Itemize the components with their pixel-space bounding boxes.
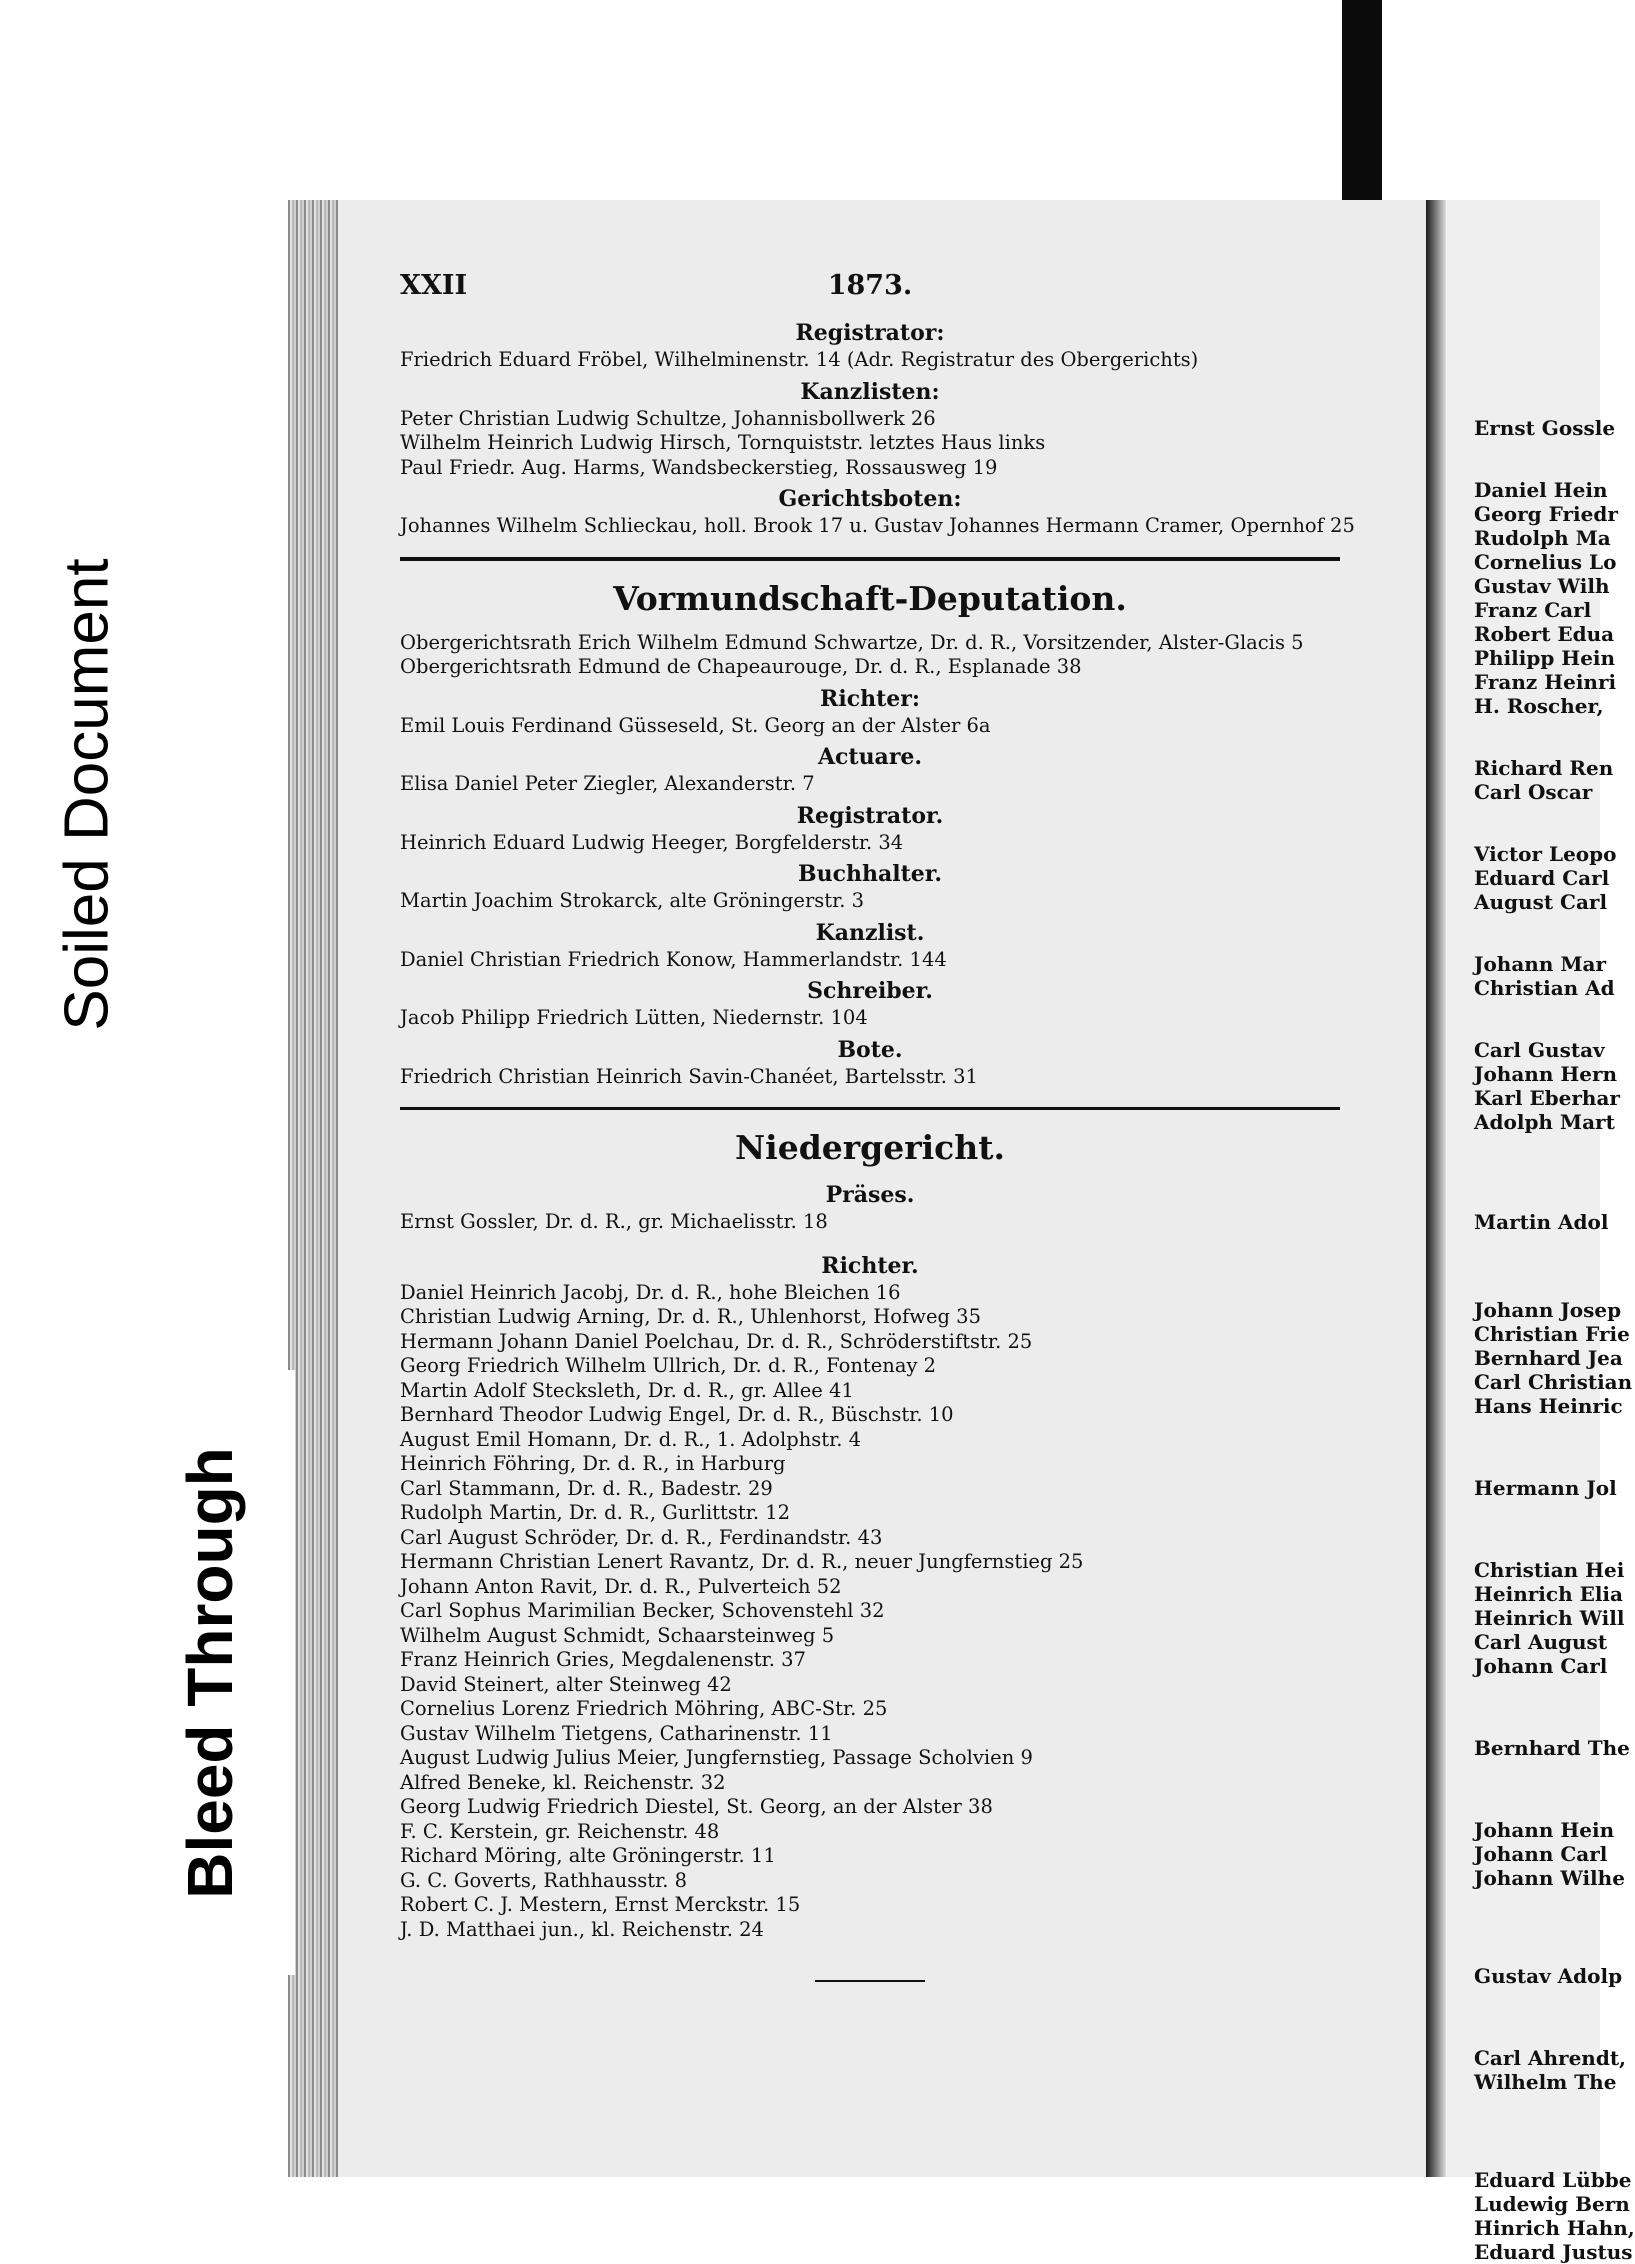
entry-line: Peter Christian Ludwig Schultze, Johannisbollwerk 26 <box>400 406 936 430</box>
next-page-line: Heinrich Elia <box>1474 1582 1623 1606</box>
entry-line: Georg Ludwig Friedrich Diestel, St. Georg, an der Alster 38 <box>400 1795 993 1818</box>
entry-line: Gustav Wilhelm Tietgens, Catharinenstr. 11 <box>400 1721 833 1745</box>
next-page-line: Gustav Wilh <box>1474 574 1610 598</box>
entry-line: Elisa Daniel Peter Ziegler, Alexanderstr. 7 <box>400 772 815 795</box>
soiled-document-label: Soiled Document <box>42 497 132 1092</box>
entry-line: Johannes Wilhelm Schlieckau, holl. Brook 17 u. Gustav Johannes Hermann Cramer, Opernhof 25 <box>400 514 1355 537</box>
entry-line: Friedrich Eduard Fröbel, Wilhelminenstr. 14 (Adr. Registratur des Obergerichts) <box>400 348 1199 371</box>
entry-line: Carl Stammann, Dr. d. R., Badestr. 29 <box>400 1476 773 1500</box>
next-page-line: Johann Wilhe <box>1474 1866 1625 1890</box>
entry-line: Carl Sophus Marimilian Becker, Schovenstehl 32 <box>400 1599 885 1622</box>
next-page-line: Johann Hern <box>1474 1062 1618 1086</box>
subheading: Buchhalter. <box>798 861 942 887</box>
entry-line: J. D. Matthaei jun., kl. Reichenstr. 24 <box>400 1917 764 1941</box>
entry-line: F. C. Kerstein, gr. Reichenstr. 48 <box>400 1819 720 1843</box>
entry-line: Jacob Philipp Friedrich Lütten, Niedernstr. 104 <box>400 1006 868 1029</box>
entry-line: Heinrich Föhring, Dr. d. R., in Harburg <box>400 1452 786 1475</box>
next-page-line: Robert Edua <box>1474 622 1615 646</box>
subheading: Bote. <box>837 1036 903 1063</box>
entry-line: Obergerichtsrath Erich Wilhelm Edmund Schwartze, Dr. d. R., Vorsitzender, Alster-Glacis 5 <box>400 630 1304 654</box>
entry-line: Bernhard Theodor Ludwig Engel, Dr. d. R., Büschstr. 10 <box>400 1403 954 1426</box>
next-page-line: Richard Ren <box>1474 756 1614 780</box>
next-page-line: Johann Carl <box>1474 1842 1608 1866</box>
next-page-line: Johann Hein <box>1474 1818 1615 1842</box>
next-page-line: Franz Heinri <box>1474 670 1617 694</box>
section-title: Niedergericht. <box>735 1128 1005 1167</box>
subheading: Registrator. <box>796 802 944 829</box>
entry-line: August Emil Homann, Dr. d. R., 1. Adolphstr. 4 <box>400 1427 862 1451</box>
next-page-line: Carl Oscar <box>1474 780 1593 804</box>
entry-line: Carl August Schröder, Dr. d. R., Ferdinandstr. 43 <box>400 1525 883 1549</box>
section-title: Vormundschaft-Deputation. <box>613 578 1127 618</box>
subheading: Richter. <box>821 1252 919 1279</box>
next-page-line: Carl Gustav <box>1474 1038 1605 1062</box>
subheading: Registrator: <box>795 320 945 346</box>
entry-line: David Steinert, alter Steinweg 42 <box>400 1672 732 1696</box>
page-number: XXII <box>400 270 468 301</box>
next-page-line: Wilhelm The <box>1474 2070 1617 2094</box>
next-page-line: Eduard Justus <box>1474 2240 1633 2264</box>
next-page-line: Christian Ad <box>1474 976 1615 1000</box>
next-page-line: Franz Carl <box>1474 598 1592 622</box>
entry-line: Johann Anton Ravit, Dr. d. R., Pulverteich 52 <box>400 1574 842 1598</box>
next-page-line: Daniel Hein <box>1474 478 1608 502</box>
page-content <box>400 270 1355 1982</box>
entry-line: August Ludwig Julius Meier, Jungfernstieg, Passage Scholvien 9 <box>400 1746 1033 1769</box>
entry-line: Emil Louis Ferdinand Güsseseld, St. Georg an der Alster 6a <box>400 713 991 737</box>
subheading: Actuare. <box>817 744 923 770</box>
section-divider <box>400 557 1340 561</box>
next-page-line: H. Roscher, <box>1474 694 1604 718</box>
next-page-line: Bernhard Jea <box>1474 1346 1623 1370</box>
entry-line: Martin Joachim Strokarck, alte Gröningerstr. 3 <box>400 889 865 912</box>
entry-line: Cornelius Lorenz Friedrich Möhring, ABC-Str. 25 <box>400 1697 888 1720</box>
subheading: Präses. <box>825 1182 915 1208</box>
entry-line: Obergerichtsrath Edmund de Chapeaurouge, Dr. d. R., Esplanade 38 <box>400 655 1082 678</box>
entry-line: Wilhelm Heinrich Ludwig Hirsch, Tornquiststr. letztes Haus links <box>400 431 1046 454</box>
next-page-line: Johann Josep <box>1474 1298 1622 1322</box>
entry-line: Wilhelm August Schmidt, Schaarsteinweg 5 <box>400 1623 835 1647</box>
subheading: Gerichtsboten: <box>778 486 962 512</box>
page-year: 1873. <box>827 270 913 301</box>
bleed-through-label: Bleed Through <box>125 1370 295 1975</box>
entry-line: Richard Möring, alte Gröningerstr. 11 <box>400 1844 776 1867</box>
next-page-line: Eduard Carl <box>1474 866 1610 890</box>
next-page-line: Johann Carl <box>1474 1654 1608 1678</box>
next-page-line: Philipp Hein <box>1474 646 1616 670</box>
next-page-line: Heinrich Will <box>1474 1606 1625 1630</box>
entry-line: Hermann Johann Daniel Poelchau, Dr. d. R., Schröderstiftstr. 25 <box>400 1329 1033 1353</box>
next-page-line: Christian Hei <box>1474 1558 1625 1582</box>
next-page-line: Johann Mar <box>1474 952 1606 976</box>
next-page-line: Ludewig Bern <box>1474 2192 1630 2216</box>
next-page-line: Martin Adol <box>1474 1210 1609 1234</box>
entry-line: Alfred Beneke, kl. Reichenstr. 32 <box>400 1770 726 1794</box>
entry-line: Ernst Gossler, Dr. d. R., gr. Michaelisstr. 18 <box>400 1210 828 1233</box>
next-page-partial <box>1446 200 1635 2264</box>
section-divider <box>400 1107 1340 1110</box>
next-page-line: Carl Christian <box>1474 1370 1633 1394</box>
subheading: Kanzlisten: <box>800 378 940 405</box>
book-gutter <box>1426 200 1446 2177</box>
entry-line: Paul Friedr. Aug. Harms, Wandsbeckerstieg, Rossausweg 19 <box>400 455 998 479</box>
next-page-line: August Carl <box>1474 890 1608 914</box>
next-page-line: Rudolph Ma <box>1474 526 1611 550</box>
entry-line: Rudolph Martin, Dr. d. R., Gurlittstr. 12 <box>400 1501 791 1524</box>
entry-line: Daniel Christian Friedrich Konow, Hammerlandstr. 144 <box>400 947 947 971</box>
entry-line: Martin Adolf Stecksleth, Dr. d. R., gr. Allee 41 <box>400 1378 854 1402</box>
entry-line: Hermann Christian Lenert Ravantz, Dr. d. R., neuer Jungfernstieg 25 <box>400 1550 1084 1573</box>
entry-line: G. C. Goverts, Rathhausstr. 8 <box>400 1868 688 1892</box>
entry-line: Georg Friedrich Wilhelm Ullrich, Dr. d. R., Fontenay 2 <box>400 1354 937 1377</box>
subheading: Kanzlist. <box>815 919 925 946</box>
next-page-line: Karl Eberhar <box>1474 1086 1620 1110</box>
entry-line: Robert C. J. Mestern, Ernst Merckstr. 15 <box>400 1893 801 1916</box>
end-rule <box>815 1980 925 1982</box>
next-page-line: Carl August <box>1474 1630 1608 1654</box>
next-page-line: Ernst Gossle <box>1474 416 1616 440</box>
next-page-line: Gustav Adolp <box>1474 1964 1623 1988</box>
scanner-black-bar <box>1342 0 1382 210</box>
next-page-line: Hinrich Hahn, <box>1474 2216 1635 2240</box>
subheading: Richter: <box>820 685 920 712</box>
entry-line: Daniel Heinrich Jacobj, Dr. d. R., hohe Bleichen 16 <box>400 1280 901 1304</box>
next-page-line: Victor Leopo <box>1474 842 1617 866</box>
entry-line: Christian Ludwig Arning, Dr. d. R., Uhlenhorst, Hofweg 35 <box>400 1305 981 1328</box>
entry-line: Friedrich Christian Heinrich Savin-Chanéet, Bartelsstr. 31 <box>400 1064 978 1088</box>
next-page-line: Georg Friedr <box>1474 502 1618 526</box>
entry-line: Franz Heinrich Gries, Megdalenenstr. 37 <box>400 1648 806 1671</box>
next-page-line: Cornelius Lo <box>1474 550 1617 574</box>
subheading: Schreiber. <box>807 978 933 1004</box>
next-page-line: Carl Ahrendt, <box>1474 2046 1627 2070</box>
page-header <box>400 270 1340 314</box>
next-page-line: Adolph Mart <box>1474 1110 1615 1134</box>
entry-line: Heinrich Eduard Ludwig Heeger, Borgfelderstr. 34 <box>400 830 904 854</box>
next-page-line: Hermann Jol <box>1474 1476 1617 1500</box>
next-page-line: Eduard Lübbe <box>1474 2168 1632 2192</box>
next-page-line: Bernhard The <box>1474 1736 1630 1760</box>
next-page-line: Hans Heinric <box>1474 1394 1623 1418</box>
book-page-edge <box>288 200 340 2177</box>
next-page-line: Christian Frie <box>1474 1322 1630 1346</box>
